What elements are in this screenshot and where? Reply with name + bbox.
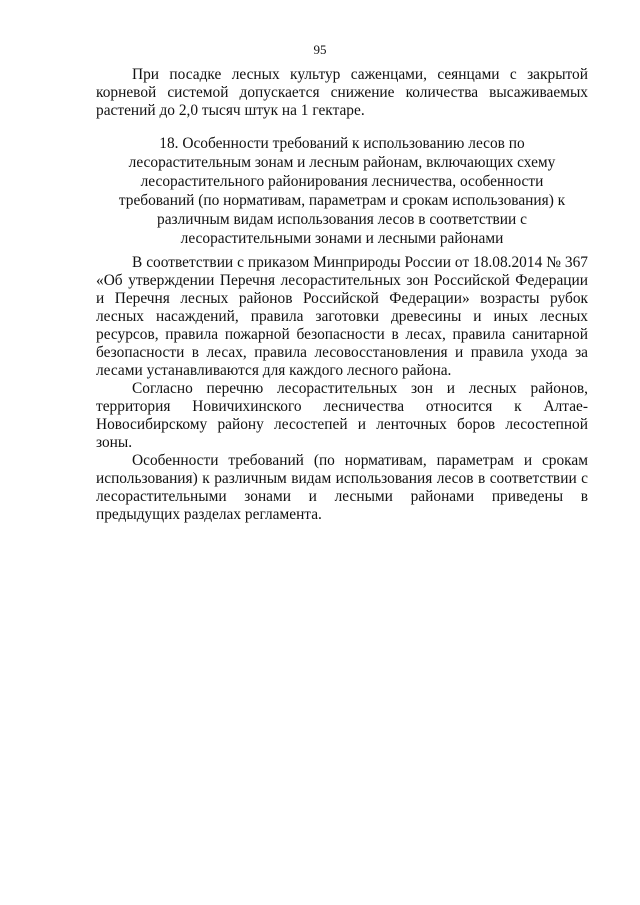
page-number: 95	[313, 42, 327, 57]
section-heading-line: лесорастительным зонам и лесным районам, включающих схему	[128, 154, 556, 171]
paragraph-zones: Согласно перечню лесорастительных зон и лесных районов, территория Новичихинского лесничества относится к Алтае-Новосибирскому району лесостепей и ленточных боров лесостепной зоны.	[96, 380, 588, 451]
section-heading-line: 18. Особенности требований к использованию лесов по	[159, 135, 525, 152]
planting-paragraph-block	[96, 66, 588, 120]
paragraph-order: В соответствии с приказом Минприроды России от 18.08.2014 № 367 «Об утверждении Перечня лесорастительных зон Российской Федерации и Перечня лесных районов Российской Федерации» возрасты рубок лесных насаждений, правила заготовки древесины и иных лесных ресурсов, правила пожарной безопасности в лесах, правила санитарной безопасности в лесах, правила лесовосстановления и правила ухода за лесами устанавливаются для каждого лесного района.	[96, 254, 588, 379]
section-heading-line: лесорастительного районирования лесничества, особенности	[140, 173, 544, 190]
body-text	[96, 254, 588, 524]
paragraph-planting: При посадке лесных культур саженцами, сеянцами с закрытой корневой системой допускается снижение количества высаживаемых растений до 2,0 тысяч штук на 1 гектаре.	[96, 66, 588, 119]
section-heading-line: различным видам использования лесов в соответствии с	[157, 211, 527, 228]
paragraph-requirements: Особенности требований (по нормативам, параметрам и срокам использования) к различным видам использования лесов в соответствии с лесорастительными зонами и лесными районами приведены в предыдущих разделах регламента.	[96, 452, 588, 523]
section-heading-line: требований (по нормативам, параметрам и срокам использования) к	[118, 192, 566, 209]
section-heading-line: лесорастительными зонами и лесными районами	[180, 230, 504, 247]
section-heading	[96, 134, 588, 248]
